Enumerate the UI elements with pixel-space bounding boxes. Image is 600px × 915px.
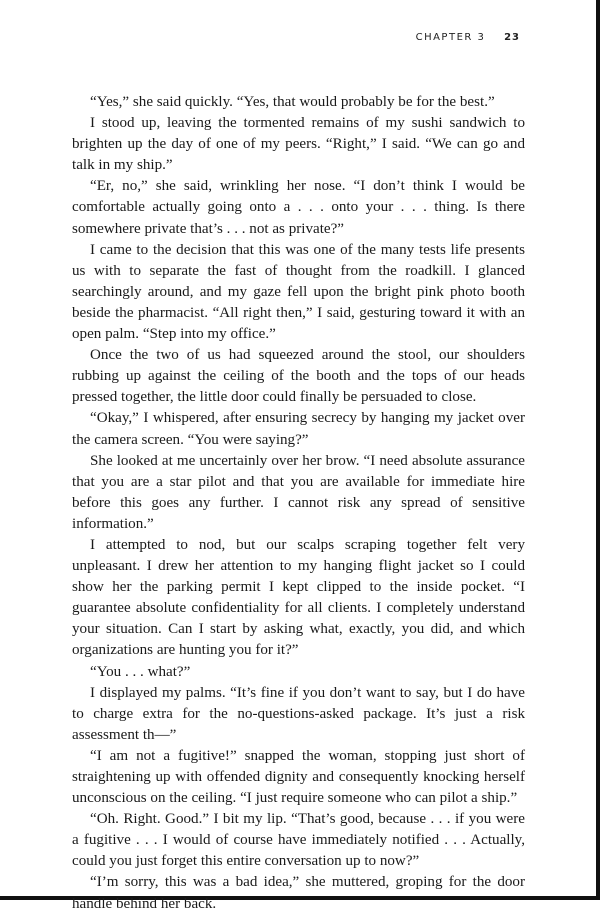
paragraph: “I am not a fugitive!” snapped the woman, stopping just short of straightening up with offended dignity and consequently knocking herself unconscious on the ceiling. “I just require someone who can pilot a ship.” (72, 747, 525, 807)
paragraph: “Er, no,” she said, wrinkling her nose. “I don’t think I would be comfortable actually going onto a . . . onto your . . . thing. Is there somewhere private that’s . . . not as private?” (72, 178, 525, 237)
paragraph: She looked at me uncertainly over her brow. “I need absolute assurance that you are a star pilot and that you are available for immediate hire before this goes any further. I cannot risk any spread of sensitive information.” (72, 452, 525, 532)
running-head (416, 32, 520, 43)
paragraph: “Oh. Right. Good.” I bit my lip. “That’s good, because . . . if you were a fugitive . . . I would of course have immediately notified . . . Actually, could you just forget this entire conversation up to now?” (72, 811, 525, 870)
body-text (72, 92, 525, 915)
paragraph: “Yes,” she said quickly. “Yes, that would probably be for the best.” (90, 94, 495, 110)
chapter-label: CHAPTER 3 (415, 32, 486, 43)
paragraph: “You . . . what?” (90, 663, 191, 680)
paragraph: “Okay,” I whispered, after ensuring secrecy by hanging my jacket over the camera screen. “You were saying?” (72, 410, 525, 448)
paragraph: Once the two of us had squeezed around the stool, our shoulders rubbing up against the ceiling of the booth and the tops of our heads pressed together, the little door could finally be persuaded to close. (72, 347, 525, 406)
paragraph: I attempted to nod, but our scalps scraping together felt very unpleasant. I drew her attention to my hanging flight jacket so I could show her the parking permit I kept clipped to the inside pocket. “I guarantee absolute confidentiality for all clients. I completely understand your situation. Can I start by asking what, exactly, you did, and which organizations are hunting you for it?” (72, 536, 525, 659)
page-number: 23 (504, 32, 520, 43)
paragraph: I stood up, leaving the tormented remains of my sushi sandwich to brighten up the day of one of my peers. “Right,” I said. “We can go and talk in my ship.” (72, 115, 525, 174)
paragraph: I displayed my palms. “It’s fine if you don’t want to say, but I do have to charge extra for the no-questions-asked package. It’s just a risk assessment th—” (72, 684, 525, 743)
paragraph: I came to the decision that this was one of the many tests life presents us with to separate the fast of thought from the roadkill. I glanced searchingly around, and my gaze fell upon the bright pink photo booth beside the pharmacist. “All right then,” I said, gesturing toward it with an open palm. “Step into my office.” (72, 241, 525, 343)
paragraph: “I’m sorry, this was a bad idea,” she muttered, groping for the door handle behind her back. (72, 874, 525, 912)
